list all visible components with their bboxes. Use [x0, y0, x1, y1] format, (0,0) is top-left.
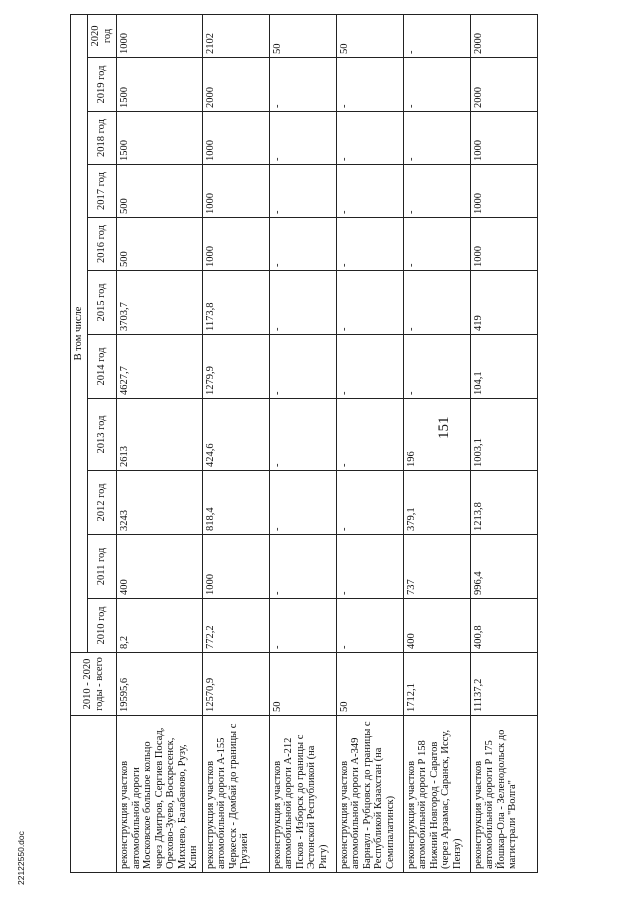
year-value: 1003,1: [470, 399, 537, 471]
year-value: -: [336, 112, 403, 165]
year-value: 1000: [470, 218, 537, 271]
year-value: 1000: [202, 112, 269, 165]
year-value: 50: [269, 14, 336, 57]
header-year: 2016 год: [88, 218, 117, 271]
road-project-name: реконструкция участков автомобильной дороги А-212 Псков - Изборск до границы с Эстонской Республикой (на Ригу): [269, 716, 336, 873]
year-value: -: [269, 599, 336, 653]
year-value: 379,1: [403, 471, 470, 535]
year-value: 2000: [470, 58, 537, 112]
year-value: 1000: [202, 165, 269, 218]
rotated-page: [0, 25, 640, 885]
year-value: -: [336, 471, 403, 535]
year-value: 1000: [202, 218, 269, 271]
period-total-value: 12570,9: [202, 653, 269, 716]
year-value: 772,2: [202, 599, 269, 653]
year-value: 500: [117, 165, 203, 218]
year-value: 400: [117, 535, 203, 599]
year-value: 2000: [470, 14, 537, 57]
year-value: 737: [403, 535, 470, 599]
road-project-name: реконструкция участков автомобильной дороги А-349 Барнаул - Рубцовск до границы с Республикой Казахстан (на Семипалатинск): [336, 716, 403, 873]
year-value: 4627,7: [117, 335, 203, 399]
table-row: [269, 14, 336, 872]
header-year: 2010 год: [88, 599, 117, 653]
header-period-total: 2010 - 2020 годы - всего: [71, 653, 117, 716]
header-year: 2013 год: [88, 399, 117, 471]
year-value: 419: [470, 271, 537, 335]
header-year: 2019 год: [88, 58, 117, 112]
year-value: 196: [403, 399, 470, 471]
year-value: -: [269, 271, 336, 335]
year-value: -: [336, 271, 403, 335]
year-value: 1000: [117, 14, 203, 57]
year-value: -: [269, 335, 336, 399]
year-value: -: [403, 112, 470, 165]
year-value: -: [336, 218, 403, 271]
year-value: -: [403, 14, 470, 57]
year-value: 1000: [470, 165, 537, 218]
year-value: 1500: [117, 58, 203, 112]
year-value: -: [403, 335, 470, 399]
period-total-value: 50: [269, 653, 336, 716]
year-value: -: [403, 271, 470, 335]
document-filename: 22122550.doc: [16, 831, 26, 885]
year-value: 996,4: [470, 535, 537, 599]
table-row: [202, 14, 269, 872]
year-value: 1000: [470, 112, 537, 165]
period-total-value: 50: [336, 653, 403, 716]
year-value: -: [403, 218, 470, 271]
table-body: [117, 14, 538, 872]
year-value: -: [336, 399, 403, 471]
table-row: [117, 14, 203, 872]
header-name-cell: [71, 716, 117, 873]
year-value: 818,4: [202, 471, 269, 535]
header-year: 2014 год: [88, 335, 117, 399]
header-year: 2012 год: [88, 471, 117, 535]
year-value: 1213,8: [470, 471, 537, 535]
year-value: -: [336, 165, 403, 218]
table-row: [336, 14, 403, 872]
year-value: -: [269, 112, 336, 165]
year-value: 3703,7: [117, 271, 203, 335]
header-year: 2011 год: [88, 535, 117, 599]
year-value: -: [336, 599, 403, 653]
header-year: 2018 год: [88, 112, 117, 165]
road-project-name: реконструкция участков автомобильной дороги Московское большое кольцо через Дмитров, Сергиев Посад, Орехово-Зуево, Воскресенск, Михнево, Балабаново, Рузу, Клин: [117, 716, 203, 873]
year-value: -: [269, 399, 336, 471]
header-year: 2015 год: [88, 271, 117, 335]
table-row: [470, 14, 537, 872]
road-project-name: реконструкция участков автомобильной дороги А-155 Черкесск - Домбай до границы с Грузией: [202, 716, 269, 873]
period-total-value: 11137,2: [470, 653, 537, 716]
year-value: 1500: [117, 112, 203, 165]
year-value: 2102: [202, 14, 269, 57]
header-in-which: В том числе: [71, 14, 88, 652]
table-header: [71, 14, 117, 872]
year-value: 3243: [117, 471, 203, 535]
year-value: -: [269, 218, 336, 271]
page-number: 151: [436, 416, 452, 439]
year-value: -: [403, 58, 470, 112]
year-value: 424,6: [202, 399, 269, 471]
year-value: 1173,8: [202, 271, 269, 335]
year-value: -: [269, 535, 336, 599]
year-value: -: [336, 535, 403, 599]
year-value: 1000: [202, 535, 269, 599]
year-value: 400,8: [470, 599, 537, 653]
year-value: 50: [336, 14, 403, 57]
year-value: -: [336, 58, 403, 112]
header-year: 2017 год: [88, 165, 117, 218]
year-value: 1279,9: [202, 335, 269, 399]
year-value: -: [269, 471, 336, 535]
period-total-value: 1712,1: [403, 653, 470, 716]
road-project-name: реконструкция участков автомобильной дороги Р 175 Йошкар-Ола - Зеленодольск до магистрали "Волга": [470, 716, 537, 873]
year-value: 2000: [202, 58, 269, 112]
year-value: 8,2: [117, 599, 203, 653]
budget-table: [70, 14, 538, 873]
year-value: 400: [403, 599, 470, 653]
year-value: 2613: [117, 399, 203, 471]
table-row: [403, 14, 470, 872]
year-value: 500: [117, 218, 203, 271]
year-value: -: [269, 58, 336, 112]
year-value: 104,1: [470, 335, 537, 399]
year-value: -: [336, 335, 403, 399]
road-project-name: реконструкция участков автомобильной дороги Р 158 Нижний Новгород - Саратов (через Арзамас, Саранск, Исcу, Пензу): [403, 716, 470, 873]
year-value: -: [269, 165, 336, 218]
year-value: -: [403, 165, 470, 218]
header-year: 2020 год: [88, 14, 117, 57]
period-total-value: 19595,6: [117, 653, 203, 716]
